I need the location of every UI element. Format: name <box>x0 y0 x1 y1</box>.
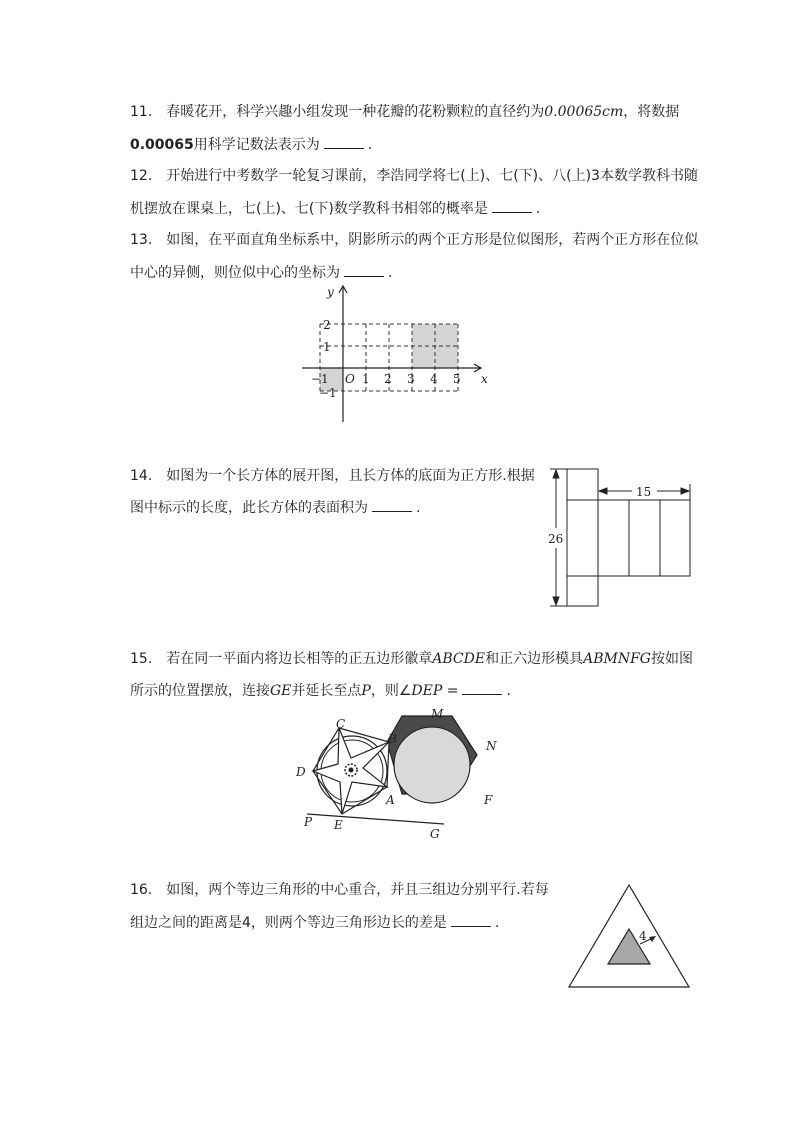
q15-label-b: B <box>388 732 397 746</box>
q14-net-figure <box>540 466 700 611</box>
q11-text-1-tail: ，将数据 <box>623 104 680 120</box>
q15-sun-center <box>349 768 354 773</box>
q11-value: 0.00065cm <box>544 104 624 120</box>
q14-text-2: 图中标示的长度，此长方体的表面积为 <box>130 500 368 516</box>
q15-hexagon-circle <box>394 727 470 803</box>
q16-triangles-figure <box>565 882 695 992</box>
q15-label-p: P <box>304 815 313 829</box>
q13-answer-blank[interactable] <box>344 262 384 277</box>
q13-x-tick: 1 <box>362 372 370 386</box>
q11-line-1 <box>130 102 679 122</box>
q16-end: . <box>494 915 500 931</box>
q14-line-1 <box>130 466 535 486</box>
q12-text-2: 机摆放在课桌上，七(上)、七(下)数学教科书相邻的概率是 <box>130 201 488 217</box>
q13-end: . <box>388 265 393 281</box>
q15-number: 15. <box>130 651 153 667</box>
q11-text-2: 用科学记数法表示为 <box>193 137 320 153</box>
q11-text-1: 春暖花开，科学兴趣小组发现一种花瓣的花粉颗粒的直径约为 <box>166 104 545 120</box>
q13-coordinate-figure <box>300 282 500 427</box>
q14-number: 14. <box>130 468 153 484</box>
q15-label-m: M <box>431 707 444 721</box>
q16-line-1 <box>130 880 549 900</box>
q14-dimension-label-15: 15 <box>636 485 652 499</box>
q15-label-n: N <box>486 739 497 753</box>
q12-line-1 <box>130 166 698 186</box>
q14-text-1: 如图为一个长方体的展开图，且长方体的底面为正方形.根据 <box>166 468 535 484</box>
q15-text-1a: 若在同一平面内将边长相等的正五边形徽章 <box>166 651 433 667</box>
q13-y-tick: −1 <box>319 386 337 400</box>
q12-number: 12. <box>130 168 153 184</box>
q15-math-ge: GE <box>270 683 292 699</box>
q15-label-g: G <box>430 827 440 841</box>
q16-text-2: 组边之间的距离是4，则两个等边三角形边长的差是 <box>130 915 447 931</box>
q13-x-axis-label: x <box>481 372 488 386</box>
q15-label-a: A <box>386 793 395 807</box>
q14-end: . <box>416 500 421 516</box>
q16-number: 16. <box>130 882 153 898</box>
q13-y-axis-label: y <box>327 285 334 299</box>
q16-distance-label: 4 <box>639 929 647 943</box>
q13-line-1 <box>130 230 698 250</box>
q15-pentagon-hexagon-figure <box>292 702 512 842</box>
q11-number: 11. <box>130 104 153 120</box>
q13-x-tick: 4 <box>430 372 438 386</box>
q15-math-abmnfg: ABMNFG <box>583 651 651 667</box>
q12-text-1: 开始进行中考数学一轮复习课前，李浩同学将七(上)、七(下)、八(上)3本数学教科书随 <box>166 168 698 184</box>
q13-x-tick: 5 <box>453 372 461 386</box>
q15-text-1c: 按如图 <box>650 651 693 667</box>
q13-y-tick: 1 <box>323 340 331 354</box>
q16-text-1: 如图，两个等边三角形的中心重合，并且三组边分别平行.若每 <box>166 882 549 898</box>
q15-line-2 <box>130 680 511 701</box>
q15-line-1 <box>130 649 693 669</box>
q13-number: 13. <box>130 232 153 248</box>
q13-line-2 <box>130 262 392 283</box>
q13-origin-label: O <box>345 372 355 386</box>
q16-answer-blank[interactable] <box>451 912 491 927</box>
q16-line-2 <box>130 912 499 933</box>
q13-x-tick: 3 <box>407 372 415 386</box>
q14-answer-blank[interactable] <box>372 497 412 512</box>
q15-text-2a: 所示的位置摆放，连接 <box>130 683 270 699</box>
q15-text-2b: 并延长至点 <box>291 683 362 699</box>
q13-x-tick: −1 <box>311 372 329 386</box>
q11-end: . <box>367 137 373 153</box>
q12-end: . <box>535 201 541 217</box>
q15-text-1b: 和正六边形模具 <box>485 651 584 667</box>
q15-math-p: P <box>361 683 371 699</box>
q15-end: . <box>506 683 511 699</box>
q11-answer-blank[interactable] <box>324 134 364 149</box>
q15-label-f: F <box>484 793 493 807</box>
q15-math-dep: DEP <box>411 683 443 699</box>
q12-line-2 <box>130 198 540 219</box>
q14-net-faces <box>567 469 690 606</box>
q15-text-2d: = <box>442 683 459 699</box>
q13-text-2: 中心的异侧，则位似中心的坐标为 <box>130 265 340 281</box>
q13-y-tick: 2 <box>323 318 331 332</box>
q14-line-2 <box>130 497 420 518</box>
q13-x-tick: 2 <box>384 372 392 386</box>
q15-label-e: E <box>334 818 343 832</box>
q11-line-2 <box>130 134 372 155</box>
q11-bold-number: 0.00065 <box>130 137 194 153</box>
q15-text-2c: ，则∠ <box>370 683 412 699</box>
q15-label-d: D <box>296 765 306 779</box>
q15-label-c: C <box>336 717 346 731</box>
q12-answer-blank[interactable] <box>492 198 532 213</box>
q15-answer-blank[interactable] <box>462 680 502 695</box>
q14-dimension-label-26: 26 <box>548 532 564 546</box>
q13-text-1: 如图，在平面直角坐标系中，阴影所示的两个正方形是位似图形，若两个正方形在位似 <box>166 232 699 248</box>
q15-math-abcde: ABCDE <box>432 651 486 667</box>
